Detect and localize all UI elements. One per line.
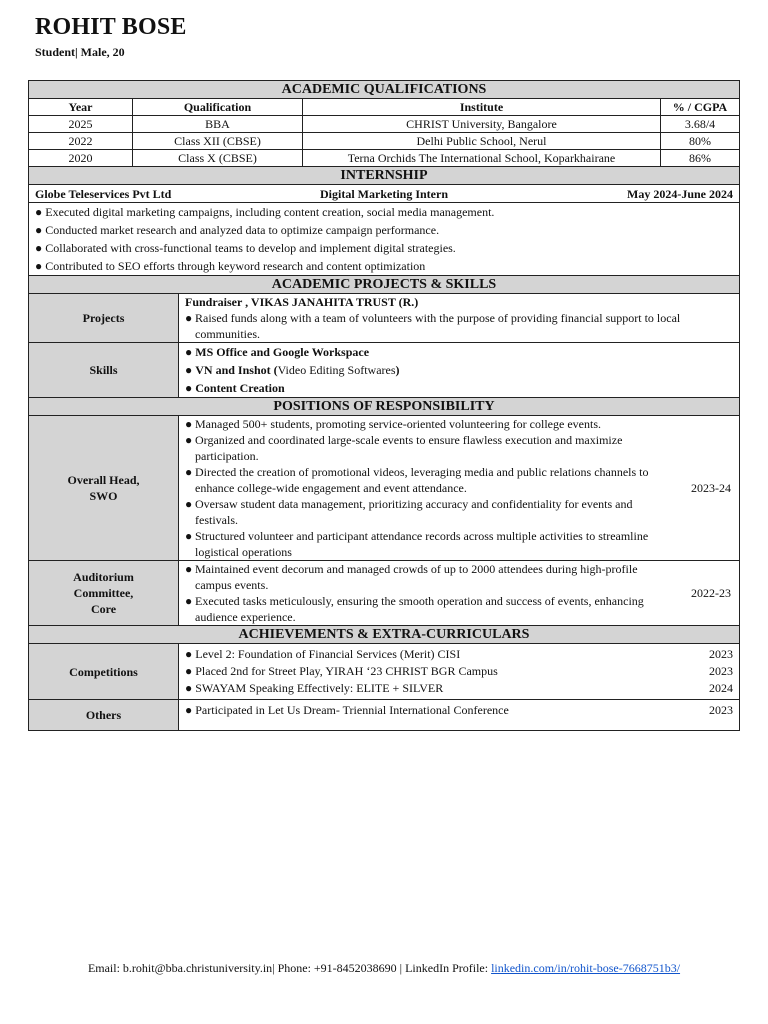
list-item: [185, 646, 733, 663]
bullet-text: Executed digital marketing campaigns, including content creation, social media management.: [45, 205, 495, 219]
internship-bullets: [29, 203, 740, 276]
role-content: [179, 416, 740, 561]
projects-label: Projects: [29, 294, 179, 343]
achievement-text: Level 2: Foundation of Financial Services (Merit) CISI: [195, 647, 461, 661]
bullet-text: Directed the creation of promotional videos, leveraging media and public relations channels to enhance college-wide engagement and event attendance.: [195, 465, 649, 495]
section-title-academic: ACADEMIC QUALIFICATIONS: [29, 81, 740, 99]
cell-institute: Delhi Public School, Nerul: [303, 133, 661, 150]
cell-year: 2025: [29, 116, 133, 133]
bullet-icon: ●: [185, 703, 193, 717]
bullet-text: Oversaw student data management, prioritizing accuracy and confidentiality for events and festivals.: [195, 497, 633, 527]
list-item: [185, 379, 733, 397]
resume-table: [28, 80, 740, 731]
achievement-year: 2023: [709, 703, 733, 717]
skill-text: Content Creation: [195, 381, 285, 395]
bullet-text: Raised funds along with a team of volunteers with the purpose of providing financial support to local communities.: [195, 311, 681, 341]
bullet-icon: ●: [185, 562, 193, 576]
competitions-label: Competitions: [29, 644, 179, 700]
column-header-qualification: Qualification: [133, 99, 303, 116]
internship-period: May 2024-June 2024: [627, 186, 734, 201]
bullet-icon: ●: [185, 497, 193, 511]
others-label: Others: [29, 700, 179, 731]
internship-header: [29, 185, 740, 203]
list-item: [185, 432, 649, 464]
section-title-por: POSITIONS OF RESPONSIBILITY: [29, 398, 740, 416]
list-item: [185, 680, 733, 697]
achievement-year: 2023: [709, 664, 733, 678]
contact-footer: [0, 961, 768, 976]
column-header-score: % / CGPA: [661, 99, 740, 116]
list-item: [185, 593, 649, 625]
bullet-text: Managed 500+ students, promoting service-oriented volunteering for college events.: [195, 417, 601, 431]
candidate-subtitle: Student| Male, 20: [35, 45, 125, 59]
section-title-achievements: ACHIEVEMENTS & EXTRA-CURRICULARS: [29, 626, 740, 644]
role-label-line: Auditorium: [73, 570, 134, 584]
cell-score: 86%: [661, 150, 740, 167]
bullet-icon: ●: [35, 205, 43, 219]
bullet-text: Organized and coordinated large-scale events to ensure flawless execution and maximize participation.: [195, 433, 623, 463]
skill-text: MS Office and Google Workspace: [195, 345, 370, 359]
others-content: [179, 700, 740, 731]
cell-year: 2020: [29, 150, 133, 167]
candidate-name: ROHIT BOSE: [35, 14, 187, 40]
bullet-icon: ●: [185, 594, 193, 608]
list-item: [185, 496, 649, 528]
skill-tail: ): [395, 363, 400, 377]
skills-label: Skills: [29, 343, 179, 398]
achievement-text: Placed 2nd for Street Play, YIRAH ‘23 CHRIST BGR Campus: [195, 664, 498, 678]
cell-institute: Terna Orchids The International School, Koparkhairane: [303, 150, 661, 167]
achievement-text: SWAYAM Speaking Effectively: ELITE + SILVER: [195, 681, 444, 695]
bullet-icon: ●: [185, 433, 193, 447]
bullet-icon: ●: [185, 311, 193, 325]
bullet-icon: ●: [185, 363, 193, 377]
cell-institute: CHRIST University, Bangalore: [303, 116, 661, 133]
bullet-icon: ●: [35, 241, 43, 255]
resume-header: [35, 14, 187, 60]
achievement-text: Participated in Let Us Dream- Triennial International Conference: [195, 703, 509, 717]
cell-score: 3.68/4: [661, 116, 740, 133]
achievement-year: 2023: [709, 647, 733, 661]
list-item: [185, 343, 733, 361]
role-year: 2023-24: [691, 481, 731, 495]
bullet-text: Executed tasks meticulously, ensuring the smooth operation and success of events, enhancing audience experience.: [195, 594, 644, 624]
bullet-icon: ●: [35, 259, 43, 273]
list-item: [185, 561, 649, 593]
bullet-text: Structured volunteer and participant attendance records across multiple activities to streamline logistical operations: [195, 529, 649, 559]
linkedin-link[interactable]: linkedin.com/in/rohit-bose-7668751b3/: [491, 961, 681, 975]
bullet-icon: ●: [185, 529, 193, 543]
role-label-line: Core: [90, 602, 117, 616]
internship-role: Digital Marketing Intern: [320, 186, 448, 201]
section-title-projects-skills: ACADEMIC PROJECTS & SKILLS: [29, 276, 740, 294]
role-label: [29, 561, 179, 626]
role-label-line: Overall Head,: [67, 473, 140, 487]
bullet-icon: ●: [185, 681, 193, 695]
role-label-line: SWO: [89, 489, 118, 503]
bullet-icon: ●: [185, 417, 193, 431]
skills-content: [179, 343, 740, 398]
role-content: [179, 561, 740, 626]
bullet-icon: ●: [185, 381, 193, 395]
bullet-icon: ●: [185, 345, 193, 359]
column-header-institute: Institute: [303, 99, 661, 116]
column-header-year: Year: [29, 99, 133, 116]
bullet-icon: ●: [185, 647, 193, 661]
role-label-line: Committee,: [73, 586, 134, 600]
projects-content: [179, 294, 740, 343]
list-item: [35, 239, 733, 257]
table-row: [29, 116, 740, 133]
bullet-text: Maintained event decorum and managed crowds of up to 2000 attendees during high-profile campus events.: [195, 562, 638, 592]
bullet-text: Conducted market research and analyzed data to optimize campaign performance.: [45, 223, 440, 237]
cell-qualification: Class X (CBSE): [133, 150, 303, 167]
contact-details: Email: b.rohit@bba.christuniversity.in| Phone: +91-8452038690 | LinkedIn Profile:: [87, 961, 492, 975]
cell-year: 2022: [29, 133, 133, 150]
bullet-icon: ●: [35, 223, 43, 237]
list-item: [35, 203, 733, 221]
project-title: Fundraiser , VIKAS JANAHITA TRUST (R.): [185, 295, 419, 309]
list-item: [185, 310, 733, 342]
list-item: [185, 702, 733, 719]
section-title-internship: INTERNSHIP: [29, 167, 740, 185]
skill-text: VN and Inshot (: [195, 363, 278, 377]
list-item: [35, 221, 733, 239]
bullet-icon: ●: [185, 664, 193, 678]
skill-note: Video Editing Softwares: [277, 363, 396, 377]
cell-qualification: BBA: [133, 116, 303, 133]
list-item: [185, 528, 649, 560]
list-item: [185, 361, 733, 379]
bullet-icon: ●: [185, 465, 193, 479]
bullet-text: Collaborated with cross-functional teams to develop and implement digital strategies.: [45, 241, 456, 255]
cell-score: 80%: [661, 133, 740, 150]
role-year: 2022-23: [691, 586, 731, 600]
competitions-content: [179, 644, 740, 700]
cell-qualification: Class XII (CBSE): [133, 133, 303, 150]
table-row: [29, 150, 740, 167]
list-item: [185, 464, 649, 496]
achievement-year: 2024: [709, 681, 733, 695]
list-item: [185, 663, 733, 680]
list-item: [185, 416, 649, 432]
role-label: [29, 416, 179, 561]
bullet-text: Contributed to SEO efforts through keyword research and content optimization: [45, 259, 426, 273]
table-row: [29, 133, 740, 150]
list-item: [35, 257, 733, 275]
internship-company: Globe Teleservices Pvt Ltd: [35, 186, 172, 201]
